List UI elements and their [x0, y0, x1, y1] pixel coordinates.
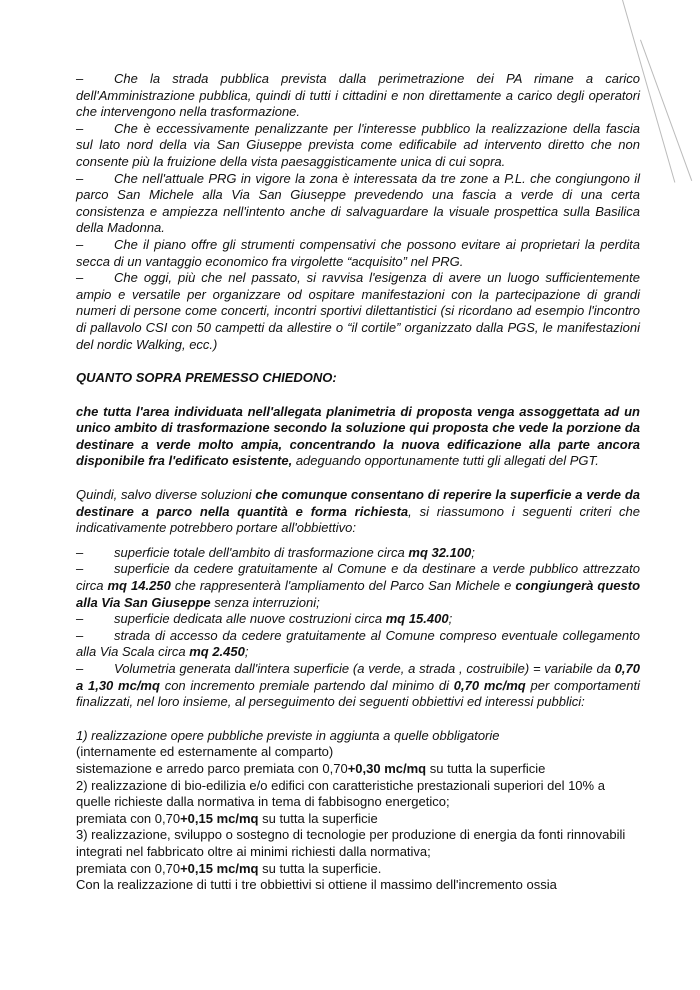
request-paragraph: che tutta l'area individuata nell'allegata planimetria di proposta venga assoggettata ad un unico ambito di trasformazione secondo la soluzione qui proposta che vede la porzione da destinare a verde molto ampia, concentrando la nuova edificazione alla parte ancora disponibile fra l'edificato esistente, adeguando opportunamente tutti gli allegati del PGT. [76, 403, 640, 469]
list-item: – Che il piano offre gli strumenti compensativi che possono evitare ai proprietari la perdita secca di un vantaggio economico fra virgolette “acquisito” nel PRG. [76, 236, 640, 269]
criteria-item: – superficie totale dell'ambito di trasformazione circa mq 32.100; [76, 544, 475, 560]
list-item: – Che oggi, più che nel passato, si ravvisa l'esigenza di avere un luogo sufficientemente ampio e versatile per organizzare od ospitare manifestazioni con la partecipazione di grandi numeri di persone come concerti, incontri sportivi dilettantistici (si ricordano ad esempio l'incontro di pallavolo CSI con 50 campetti da allestire o “il cortile” organizzato dalla PGS, le manifestazioni del nordic Walking, ecc.) [76, 270, 640, 352]
scan-artifact-line [640, 40, 692, 181]
section-heading: QUANTO SOPRA PREMESSO CHIEDONO: [76, 370, 337, 386]
objective-premium: sistemazione e arredo parco premiata con 0,70+0,30 mc/mq su tutta la superficie [76, 760, 546, 776]
list-item: – Che la strada pubblica prevista dalla perimetrazione dei PA rimane a carico dell'Amministrazione pubblica, quindi di tutti i cittadini e non direttamente a carico degli operatori che intervengono nella trasformazione. [76, 71, 640, 120]
criteria-item: – strada di accesso da cedere gratuitamente al Comune compreso eventuale collegamento alla Via Scala circa mq 2.450; [76, 627, 640, 660]
list-item: – Che è eccessivamente penalizzante per l'interesse pubblico la realizzazione della fascia sul lato nord della via San Giuseppe prevista come edificabile ad intervento diretto che non consente più la fruizione della vista paesaggisticamente unica di cui sopra. [76, 120, 640, 169]
objective-premium: premiata con 0,70+0,15 mc/mq su tutta la superficie [76, 810, 378, 826]
list-item: – Che nell'attuale PRG in vigore la zona è interessata da tre zone a P.L. che congiungono il parco San Michele alla Via San Giuseppe prevedendo una fascia a verde di una certa consistenza e ampiezza nell'intento anche di salvaguardare la visuale prospettica sulla Basilica della Madonna. [76, 170, 640, 236]
objective-note: (internamente ed esternamente al comparto) [76, 744, 334, 760]
criteria-intro: Quindi, salvo diverse soluzioni che comunque consentano di reperire la superficie a verde da destinare a parco nella quantità e forma richiesta, si riassumono i seguenti criteri che indicativamente potrebbero portare all'obbiettivo: [76, 487, 640, 536]
document-body [76, 71, 640, 894]
closing-line: Con la realizzazione di tutti i tre obbiettivi si ottiene il massimo dell'incremento ossia [76, 877, 557, 893]
objective-title: 3) realizzazione, sviluppo o sostegno di tecnologie per produzione di energia da fonti rinnovabili integrati nel fabbricato oltre ai minimi richiesti dalla normativa; [76, 827, 626, 859]
criteria-item: – Volumetria generata dall'intera superficie (a verde, a strada , costruibile) = variabile da 0,70 a 1,30 mc/mq con incremento premiale partendo dal minimo di 0,70 mc/mq per comportamenti finalizzati, nel loro insieme, al perseguimento dei seguenti obbiettivi ed interessi pubblici: [76, 661, 641, 710]
objective-title: 1) realizzazione opere pubbliche previste in aggiunta a quelle obbligatorie [76, 727, 500, 743]
objective-title: 2) realizzazione di bio-edilizia e/o edifici con caratteristiche prestazionali superiori del 10% a quelle richieste dalla normativa in tema di fabbisogno energetico; [76, 777, 605, 810]
criteria-item: – superficie da cedere gratuitamente al Comune e da destinare a verde pubblico attrezzato circa mq 14.250 che rappresenterà l'ampliamento del Parco San Michele e congiungerà questo alla Via San Giuseppe senza interruzioni; [76, 561, 641, 610]
criteria-item: – superficie dedicata alle nuove costruzioni circa mq 15.400; [76, 611, 453, 627]
objectives-list [76, 728, 640, 894]
objective-premium: premiata con 0,70+0,15 mc/mq su tutta la superficie. [76, 860, 382, 876]
